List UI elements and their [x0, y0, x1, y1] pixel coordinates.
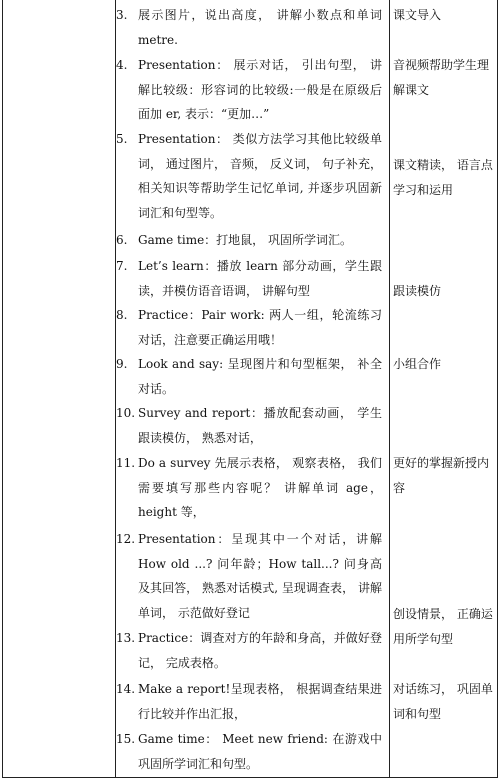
step-item [116, 401, 382, 450]
step-text: Presentation：呈现其中一个对话，讲解 How old ...? 问年龄；How tall...? 问身高及其回答， 熟悉对话模式, 呈现调查表， 讲解单词， 示范做好登记 [138, 532, 382, 620]
step-text: Let’s learn：播放 learn 部分动画，学生跟读，并模仿语音语调， 讲解句型 [138, 259, 382, 298]
step-text: Do a survey 先展示表格， 观察表格， 我们需要填写那些内容呢？ 讲解单词 age，height 等， [138, 456, 382, 519]
column-divider-right [389, 0, 390, 777]
step-item [116, 727, 382, 776]
step-text: Game time：打地鼠， 巩固所学词汇。 [138, 233, 352, 247]
step-item [116, 451, 382, 525]
step-item [116, 228, 382, 253]
step-item [116, 352, 382, 401]
step-text: Survey and report：播放配套动画， 学生跟读模仿， 熟悉对话， [138, 406, 382, 445]
step-number: 4. [116, 58, 128, 72]
step-text: Practice：调查对方的年龄和身高，并做好登记， 完成表格。 [138, 631, 382, 670]
intent-note: 课文导入 [393, 8, 442, 22]
step-text: 展示图片，说出高度， 讲解小数点和单词 metre. [138, 8, 382, 47]
step-text: Make a report!呈现表格， 根据调查结果进行比较并作出汇报， [138, 682, 382, 721]
step-number: 12. [116, 532, 136, 546]
intent-note: 课文精读， 语言点学习和运用 [393, 158, 493, 197]
step-item [116, 677, 382, 726]
intent-note: 创设情景， 正确运用所学句型 [393, 607, 493, 646]
step-number: 3. [116, 8, 128, 22]
step-number: 10. [116, 406, 136, 420]
step-item [116, 127, 382, 225]
step-item [116, 254, 382, 303]
step-item [116, 527, 382, 625]
step-number: 6. [116, 233, 128, 247]
step-number: 11. [116, 456, 136, 470]
step-number: 7. [116, 259, 128, 273]
step-number: 5. [116, 132, 128, 146]
step-item [116, 53, 382, 127]
step-text: Practice：Pair work: 两人一组，轮流练习对话，注意要正确运用哦！ [138, 308, 382, 347]
intent-note: 音视频帮助学生理解课文 [393, 58, 490, 97]
intent-note: 跟读模仿 [393, 284, 442, 298]
step-number: 8. [116, 308, 128, 322]
step-number: 14. [116, 682, 136, 696]
intent-note: 更好的掌握新授内容 [393, 456, 490, 495]
intent-note: 对话练习， 巩固单词和句型 [393, 682, 493, 721]
step-number: 15. [116, 732, 136, 746]
step-text: Presentation： 类似方法学习其他比较级单词， 通过图片， 音频， 反义词， 句子补充， 相关知识等帮助学生记忆单词, 并逐步巩固新词汇和句型等。 [138, 132, 382, 220]
step-item [116, 3, 382, 52]
step-item [116, 626, 382, 675]
intent-note: 小组合作 [393, 357, 442, 371]
step-text: Game time： Meet new friend: 在游戏中巩固所学词汇和句型。 [138, 732, 382, 771]
step-number: 9. [116, 357, 128, 371]
step-text: Look and say: 呈现图片和句型框架， 补全对话。 [138, 357, 382, 396]
step-text: Presentation： 展示对话， 引出句型， 讲解比较级：形容词的比较级:一般是在原级后面加 er, 表示：“更加…” [138, 58, 382, 121]
step-item [116, 303, 382, 352]
step-number: 13. [116, 631, 136, 645]
